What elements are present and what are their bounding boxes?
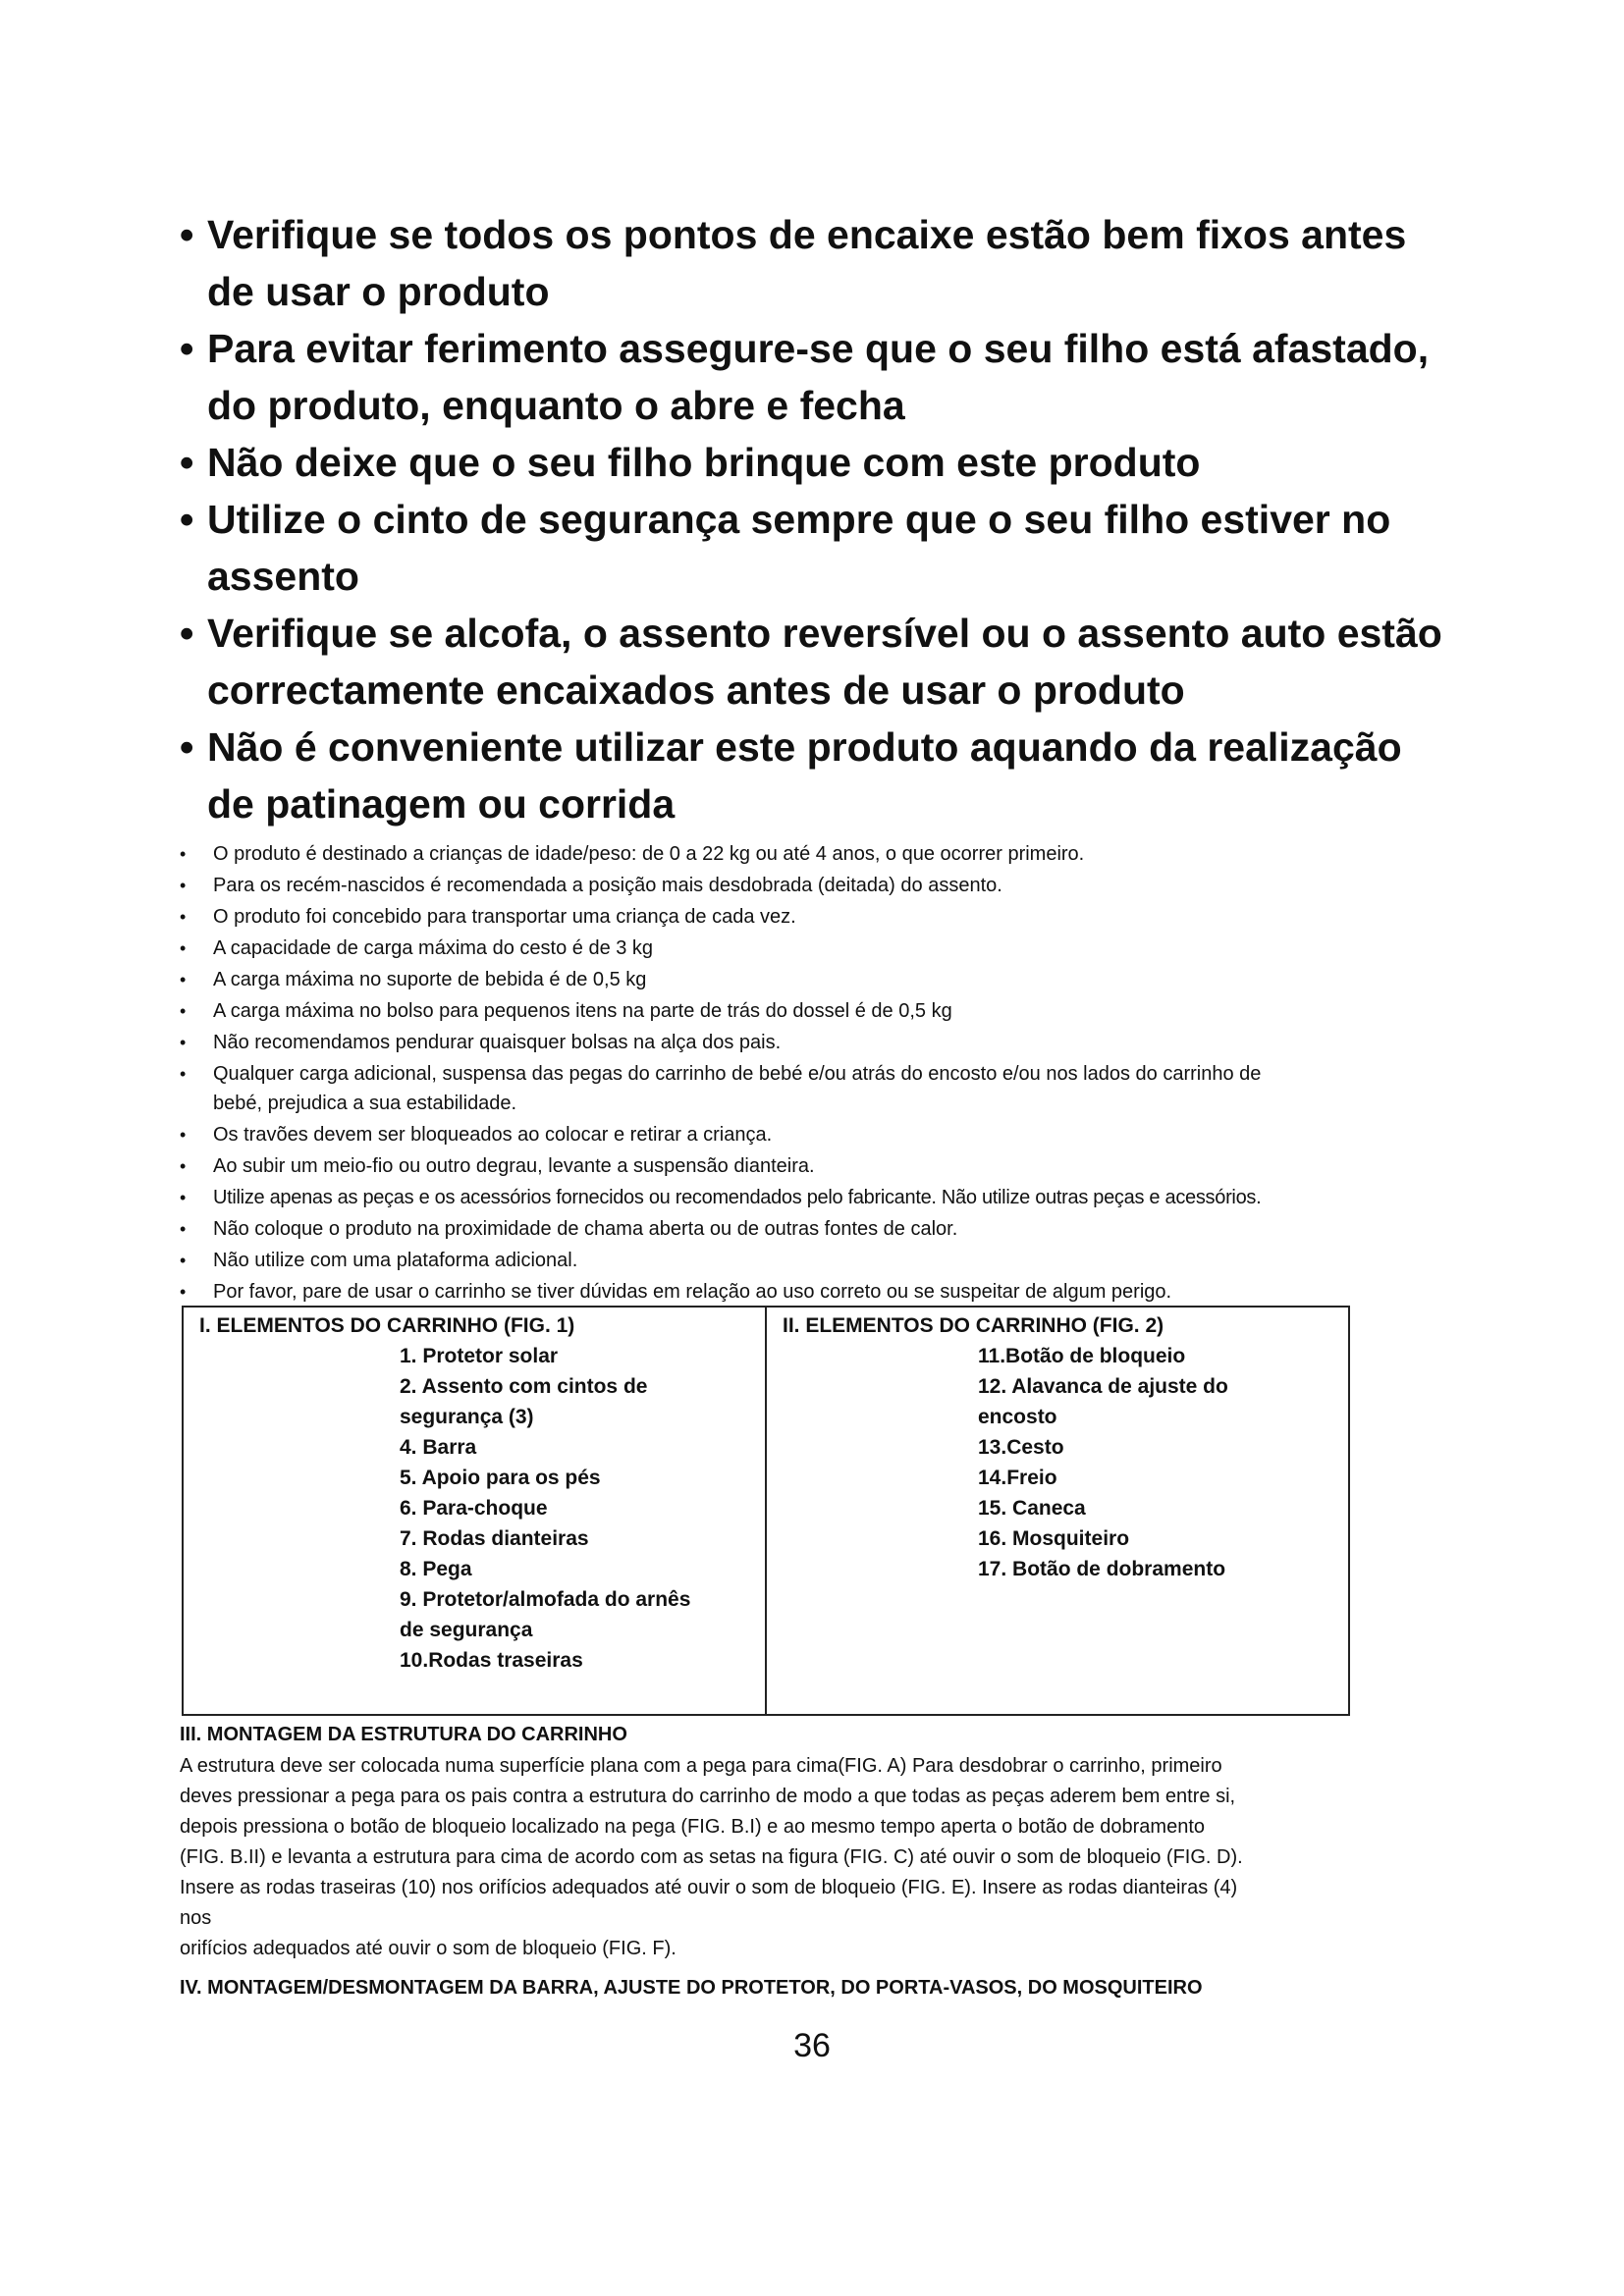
safety-warning-item: • Para evitar ferimento assegure-se que o seu filho está afastado, do produto, enquanto o abre e fecha <box>180 320 1495 434</box>
elements-fig2-column <box>765 1308 1348 1714</box>
element-item: 8. Pega <box>400 1558 472 1580</box>
bullet-icon: • <box>180 611 194 656</box>
element-item: 15. Caneca <box>978 1497 1086 1520</box>
usage-notes-list <box>180 839 1466 1308</box>
bullet-icon: • <box>180 1188 187 1207</box>
element-item: 14.Freio <box>978 1467 1057 1489</box>
page-number: 36 <box>793 2027 831 2064</box>
bullet-icon: • <box>180 1001 187 1021</box>
bullet-icon: • <box>180 876 187 895</box>
bullet-icon: • <box>180 1251 187 1270</box>
elements-fig2-list <box>978 1341 1302 1584</box>
safety-warning-item: • Não deixe que o seu filho brinque com este produto <box>180 434 1495 491</box>
section-assembly-title: III. MONTAGEM DA ESTRUTURA DO CARRINHO <box>180 1724 627 1745</box>
elements-fig1-list <box>400 1341 724 1676</box>
usage-note-item: • A carga máxima no suporte de bebida é de 0,5 kg <box>180 965 1466 994</box>
safety-warning-item: • Verifique se alcofa, o assento reversível ou o assento auto estão correctamente encaixados antes de usar o produto <box>180 605 1495 719</box>
section-bar-assembly-title: IV. MONTAGEM/DESMONTAGEM DA BARRA, AJUSTE DO PROTETOR, DO PORTA-VASOS, DO MOSQUITEIRO <box>180 1977 1203 1999</box>
bullet-icon: • <box>180 907 187 927</box>
bullet-icon: • <box>180 212 194 257</box>
element-item: 9. Protetor/almofada do arnês <box>400 1588 691 1611</box>
element-item: 6. Para-choque <box>400 1497 548 1520</box>
safety-warning-item: • Não é conveniente utilizar este produto aquando da realização de patinagem ou corrida <box>180 719 1495 832</box>
usage-note-item: • Os travões devem ser bloqueados ao colocar e retirar a criança. <box>180 1120 1466 1149</box>
section-bar-assembly <box>180 1973 1466 2002</box>
element-item: 5. Apoio para os pés <box>400 1467 601 1489</box>
bullet-icon: • <box>180 440 194 485</box>
usage-note-item: • O produto foi concebido para transportar uma criança de cada vez. <box>180 902 1466 932</box>
usage-note-item: • A carga máxima no bolso para pequenos itens na parte de trás do dossel é de 0,5 kg <box>180 996 1466 1026</box>
elements-fig1-title: I. ELEMENTOS DO CARRINHO (FIG. 1) <box>199 1314 575 1337</box>
element-item: 10.Rodas traseiras <box>400 1649 583 1672</box>
element-item: 11.Botão de bloqueio <box>978 1345 1186 1367</box>
bullet-icon: • <box>180 1156 187 1176</box>
usage-note-item: • Para os recém-nascidos é recomendada a posição mais desdobrada (deitada) do assento. <box>180 871 1466 900</box>
usage-note-item: • Não coloque o produto na proximidade de chama aberta ou de outras fontes de calor. <box>180 1214 1466 1244</box>
bullet-icon: • <box>180 970 187 989</box>
usage-note-item: • O produto é destinado a crianças de idade/peso: de 0 a 22 kg ou até 4 anos, o que ocorrer primeiro. <box>180 839 1466 869</box>
bullet-icon: • <box>180 724 194 770</box>
section-assembly-text: A estrutura deve ser colocada numa superfície plana com a pega para cima(FIG. A) Para desdobrar o carrinho, primeiro deves pressionar a pega para os pais contra a estrutura do carrinho de modo a que todas as peças aderem bem entre si, depois pressiona o botão de bloqueio localizado na pega (FIG. B.I) e ao mesmo tempo aperta o botão de dobramento (FIG. B.II) e levanta a estrutura para cima de acordo com as setas na figura (FIG. C) até ouvir o som de bloqueio (FIG. D). Insere as rodas traseiras (10) nos orifícios adequados até ouvir o som de bloqueio (FIG. E). Insere as rodas dianteiras (4) nos orifícios adequados até ouvir o som de bloqueio (FIG. F). <box>180 1755 1243 1959</box>
element-item: 16. Mosquiteiro <box>978 1527 1130 1550</box>
bullet-icon: • <box>180 1219 187 1239</box>
safety-warnings-list <box>180 206 1495 832</box>
safety-warning-item: • Utilize o cinto de segurança sempre que o seu filho estiver no assento <box>180 491 1495 605</box>
usage-note-item: • A capacidade de carga máxima do cesto é de 3 kg <box>180 934 1466 963</box>
element-item: 17. Botão de dobramento <box>978 1558 1226 1580</box>
bullet-icon: • <box>180 326 194 371</box>
element-item: segurança (3) <box>400 1406 534 1428</box>
bullet-icon: • <box>180 844 187 864</box>
element-item: 1. Protetor solar <box>400 1345 559 1367</box>
element-item: encosto <box>978 1406 1057 1428</box>
bullet-icon: • <box>180 497 194 542</box>
usage-note-item: • Qualquer carga adicional, suspensa das pegas do carrinho de bebé e/ou atrás do encosto e/ou nos lados do carrinho de bebé, prejudica a sua estabilidade. <box>180 1059 1466 1118</box>
bullet-icon: • <box>180 1282 187 1302</box>
element-item: de segurança <box>400 1619 533 1641</box>
stroller-elements-table <box>182 1306 1350 1716</box>
safety-warning-item: • Verifique se todos os pontos de encaixe estão bem fixos antes de usar o produto <box>180 206 1495 320</box>
element-item: 13.Cesto <box>978 1436 1064 1459</box>
section-assembly <box>180 1720 1466 1964</box>
elements-fig2-title: II. ELEMENTOS DO CARRINHO (FIG. 2) <box>783 1314 1164 1337</box>
usage-note-item: • Não utilize com uma plataforma adicional. <box>180 1246 1466 1275</box>
bullet-icon: • <box>180 1033 187 1052</box>
bullet-icon: • <box>180 1125 187 1145</box>
bullet-icon: • <box>180 938 187 958</box>
usage-note-item: • Não recomendamos pendurar quaisquer bolsas na alça dos pais. <box>180 1028 1466 1057</box>
bullet-icon: • <box>180 1064 187 1084</box>
element-item: 2. Assento com cintos de <box>400 1375 648 1398</box>
usage-note-item: • Utilize apenas as peças e os acessórios fornecidos ou recomendados pelo fabricante. Não utilize outras peças e acessórios. <box>180 1183 1466 1212</box>
element-item: 7. Rodas dianteiras <box>400 1527 589 1550</box>
usage-note-item: • Por favor, pare de usar o carrinho se tiver dúvidas em relação ao uso correto ou se suspeitar de algum perigo. <box>180 1277 1466 1307</box>
elements-fig1-column <box>184 1308 765 1714</box>
usage-note-item: • Ao subir um meio-fio ou outro degrau, levante a suspensão dianteira. <box>180 1151 1466 1181</box>
element-item: 4. Barra <box>400 1436 477 1459</box>
element-item: 12. Alavanca de ajuste do <box>978 1375 1228 1398</box>
